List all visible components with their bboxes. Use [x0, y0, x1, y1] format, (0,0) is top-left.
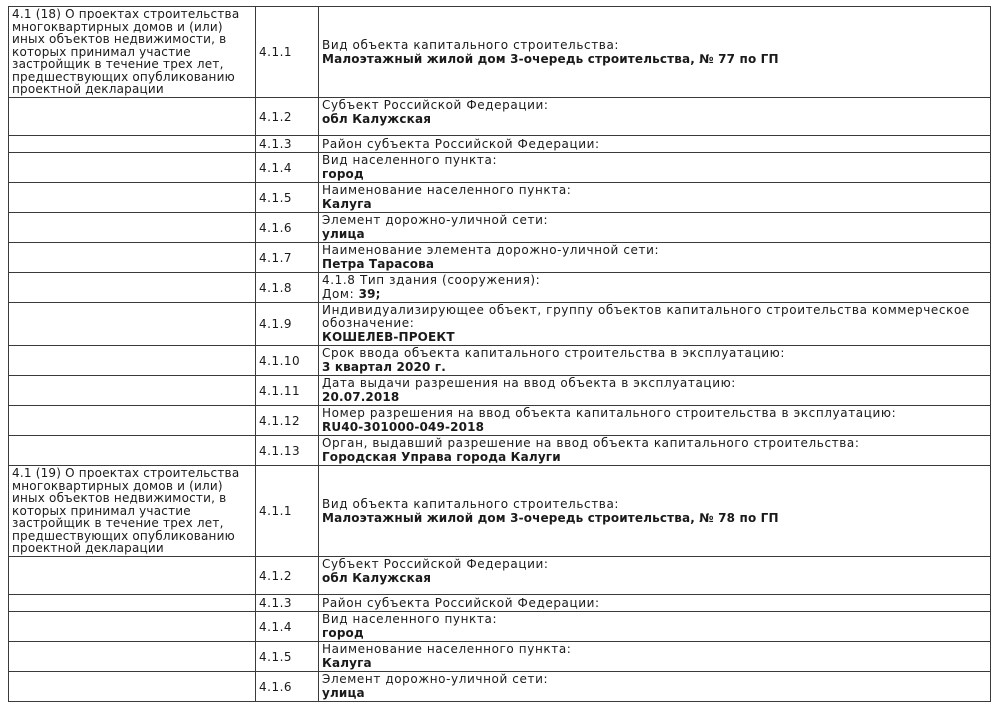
row-number: 4.1.4: [256, 153, 319, 183]
table-row: [9, 153, 991, 183]
field-label: Вид объекта капитального строительства:: [322, 496, 620, 511]
field-value-line: [322, 420, 987, 434]
row-number: 4.1.8: [256, 273, 319, 303]
row-number: 4.1.6: [256, 672, 319, 702]
empty-cell: [9, 153, 256, 183]
field-label: Субъект Российской Федерации:: [322, 557, 549, 571]
table-row: [9, 346, 991, 376]
field-value-line: [322, 167, 987, 181]
field-cell: [319, 153, 991, 183]
section-description: 4.1 (19) О проектах строительства многоквартирных домов и (или) иных объектов недвижимости, в которых принимал участие застройщик в течение трех лет, предшествующих опубликованию проектной декларации: [9, 466, 256, 557]
row-number: 4.1.2: [256, 98, 319, 136]
row-number: 4.1.10: [256, 346, 319, 376]
field-label: Дата выдачи разрешения на ввод объекта в эксплуатацию:: [322, 376, 736, 390]
table-row: [9, 7, 991, 98]
field-cell: [319, 612, 991, 642]
table-row: [9, 303, 991, 346]
field-cell: [319, 595, 991, 612]
field-cell: [319, 672, 991, 702]
empty-cell: [9, 183, 256, 213]
project-declaration-table: [8, 6, 991, 702]
field-value: 3 квартал 2020 г.: [322, 360, 446, 374]
row-number: 4.1.11: [256, 376, 319, 406]
empty-cell: [9, 376, 256, 406]
field-value-line: [322, 257, 987, 271]
field-value: RU40-301000-049-2018: [322, 420, 485, 434]
table-body: [9, 7, 991, 702]
field-cell: [319, 273, 991, 303]
field-value: 20.07.2018: [322, 390, 400, 404]
field-cell: [319, 98, 991, 136]
field-label: Элемент дорожно-уличной сети:: [322, 672, 549, 686]
field-value: Калуга: [322, 656, 372, 670]
field-label: Элемент дорожно-уличной сети:: [322, 213, 549, 227]
field-cell: [319, 7, 991, 98]
table-row: [9, 672, 991, 702]
field-cell: [319, 557, 991, 595]
field-label: Вид населенного пункта:: [322, 153, 498, 167]
empty-cell: [9, 436, 256, 466]
table-row: [9, 273, 991, 303]
field-cell: [319, 466, 991, 557]
table-row: [9, 466, 991, 557]
empty-cell: [9, 557, 256, 595]
field-cell: [319, 346, 991, 376]
field-label: 4.1.8 Тип здания (сооружения):: [322, 273, 541, 287]
row-number: 4.1.12: [256, 406, 319, 436]
field-value-line: [322, 197, 987, 211]
field-value-line: [322, 287, 987, 301]
field-cell: [319, 213, 991, 243]
field-label: Срок ввода объекта капитального строительства в эксплуатацию:: [322, 346, 785, 360]
field-label: Район субъекта Российской Федерации:: [322, 595, 600, 610]
field-value-line: [322, 227, 987, 241]
empty-cell: [9, 595, 256, 612]
field-label: Номер разрешения на ввод объекта капитального строительства в эксплуатацию:: [322, 406, 897, 420]
empty-cell: [9, 136, 256, 153]
field-value-line: [322, 571, 987, 585]
field-value: 39;: [358, 287, 381, 301]
field-value: город: [322, 167, 364, 181]
field-label: Орган, выдавший разрешение на ввод объекта капитального строительства:: [322, 436, 860, 450]
table-row: [9, 595, 991, 612]
field-cell: [319, 436, 991, 466]
row-number: 4.1.4: [256, 612, 319, 642]
field-value-line: [322, 330, 987, 344]
field-label: Индивидуализирующее объект, группу объектов капитального строительства коммерческое обозначение:: [322, 303, 970, 330]
field-value-line: [322, 390, 987, 404]
row-number: 4.1.5: [256, 642, 319, 672]
field-label: Наименование населенного пункта:: [322, 183, 572, 197]
empty-cell: [9, 346, 256, 376]
table-row: [9, 376, 991, 406]
row-number: 4.1.6: [256, 213, 319, 243]
row-number: 4.1.13: [256, 436, 319, 466]
field-value: Малоэтажный жилой дом 3-очередь строительства, № 77 по ГП: [322, 51, 779, 66]
field-value: Малоэтажный жилой дом 3-очередь строительства, № 78 по ГП: [322, 510, 779, 525]
empty-cell: [9, 213, 256, 243]
field-label: Субъект Российской Федерации:: [322, 98, 549, 112]
field-value: обл Калужская: [322, 112, 432, 126]
field-cell: [319, 642, 991, 672]
section-description: 4.1 (18) О проектах строительства многоквартирных домов и (или) иных объектов недвижимости, в которых принимал участие застройщик в течение трех лет, предшествующих опубликованию проектной декларации: [9, 7, 256, 98]
field-value-line: [322, 52, 987, 66]
field-cell: [319, 183, 991, 213]
field-value: город: [322, 626, 364, 640]
row-number: 4.1.7: [256, 243, 319, 273]
row-number: 4.1.2: [256, 557, 319, 595]
empty-cell: [9, 303, 256, 346]
table-row: [9, 436, 991, 466]
empty-cell: [9, 612, 256, 642]
row-number: 4.1.1: [256, 7, 319, 98]
field-cell: [319, 243, 991, 273]
field-value-line: [322, 511, 987, 525]
table-row: [9, 213, 991, 243]
field-value-line: [322, 450, 987, 464]
row-number: 4.1.1: [256, 466, 319, 557]
field-value: обл Калужская: [322, 571, 432, 585]
field-label: Вид населенного пункта:: [322, 612, 498, 626]
field-cell: [319, 376, 991, 406]
empty-cell: [9, 98, 256, 136]
field-cell: [319, 136, 991, 153]
field-value: КОШЕЛЕВ-ПРОЕКТ: [322, 330, 455, 344]
empty-cell: [9, 243, 256, 273]
field-cell: [319, 303, 991, 346]
table-row: [9, 612, 991, 642]
field-label: Наименование элемента дорожно-уличной сети:: [322, 243, 660, 257]
empty-cell: [9, 406, 256, 436]
field-label: Вид объекта капитального строительства:: [322, 37, 620, 52]
row-number: 4.1.3: [256, 595, 319, 612]
field-label: Наименование населенного пункта:: [322, 642, 572, 656]
table-row: [9, 406, 991, 436]
field-value-line: [322, 656, 987, 670]
row-number: 4.1.5: [256, 183, 319, 213]
row-number: 4.1.9: [256, 303, 319, 346]
field-label: Район субъекта Российской Федерации:: [322, 136, 600, 151]
field-value: улица: [322, 227, 365, 241]
row-number: 4.1.3: [256, 136, 319, 153]
empty-cell: [9, 642, 256, 672]
field-value-line: [322, 626, 987, 640]
field-value: улица: [322, 686, 365, 700]
field-value: Петра Тарасова: [322, 257, 435, 271]
field-value: Городская Управа города Калуги: [322, 450, 561, 464]
field-value: Калуга: [322, 197, 372, 211]
field-cell: [319, 406, 991, 436]
table-row: [9, 243, 991, 273]
empty-cell: [9, 672, 256, 702]
field-value-prefix: Дом:: [322, 287, 359, 301]
table-row: [9, 136, 991, 153]
field-value-line: [322, 686, 987, 700]
table-row: [9, 183, 991, 213]
table-row: [9, 557, 991, 595]
empty-cell: [9, 273, 256, 303]
field-value-line: [322, 112, 987, 126]
table-row: [9, 642, 991, 672]
table-row: [9, 98, 991, 136]
field-value-line: [322, 360, 987, 374]
